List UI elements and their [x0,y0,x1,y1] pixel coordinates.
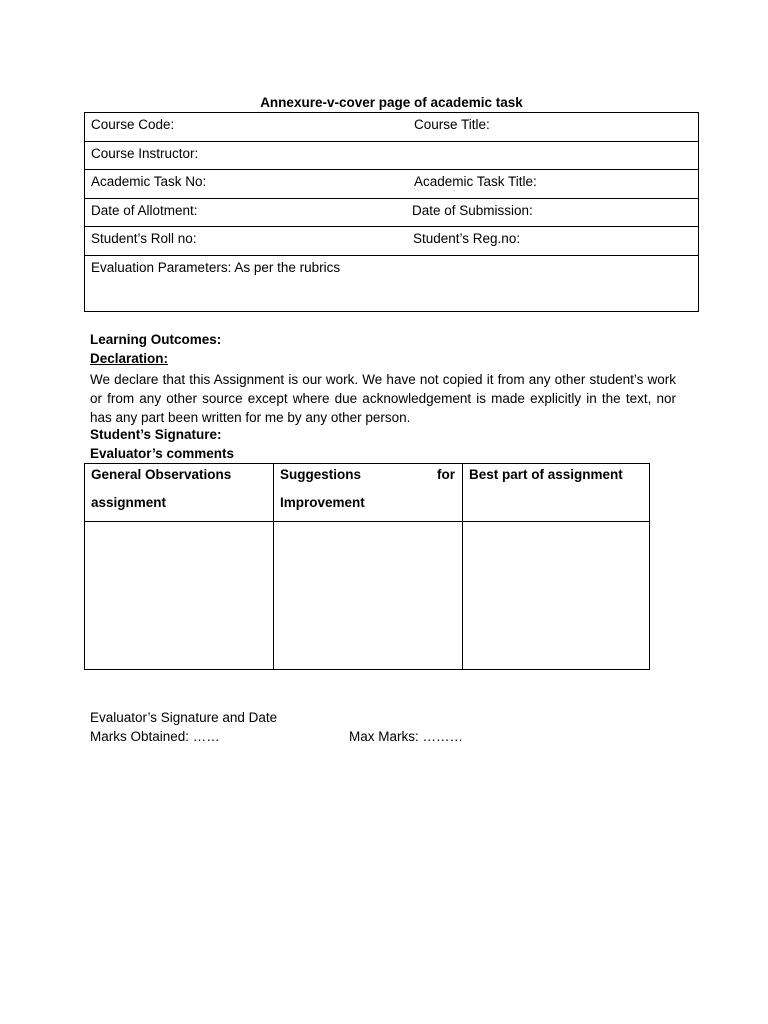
date-of-submission-label: Date of Submission: [412,203,533,218]
marks-obtained-label: Marks Obtained: …… [90,729,220,744]
suggestions-header-for: for [437,467,455,482]
info-row-student [85,227,698,256]
evaluator-signature-label: Evaluator’s Signature and Date [90,710,278,725]
info-row-evaluation [85,256,698,311]
academic-task-title-label: Academic Task Title: [414,174,537,189]
general-observations-header: General Observations [91,467,232,482]
student-reg-no-label: Student’s Reg.no: [413,231,521,246]
best-part-cell [463,522,649,669]
course-title-label: Course Title: [414,117,490,132]
course-instructor-label: Course Instructor: [91,146,199,161]
info-row-course [85,113,698,142]
academic-task-no-label: Academic Task No: [91,174,207,189]
course-code-label: Course Code: [91,117,175,132]
info-row-task [85,170,698,199]
declaration-text: We declare that this Assignment is our work. We have not copied it from any other student’s work or from any other source except where due acknowledgement is made explicitly in the text, nor has any part been written for me by any other person. [90,372,676,425]
general-observations-cell [85,522,273,669]
date-of-allotment-label: Date of Allotment: [91,203,198,218]
suggestions-cell [274,522,462,669]
evaluator-comments-table [84,463,650,670]
declaration-heading: Declaration: [90,351,169,366]
learning-outcomes-label: Learning Outcomes: [90,332,222,347]
evaluators-comments-label: Evaluator’s comments [90,446,235,461]
info-row-instructor [85,142,698,170]
evaluation-parameters-label: Evaluation Parameters: As per the rubrics [91,260,341,275]
suggestions-header-line2: Improvement [280,495,365,510]
suggestions-header: Suggestions [280,467,362,482]
info-row-dates [85,199,698,227]
student-signature-label: Student’s Signature: [90,427,222,442]
best-part-header: Best part of assignment [469,467,623,482]
max-marks-label: Max Marks: ……… [349,729,464,744]
student-roll-no-label: Student’s Roll no: [91,231,197,246]
general-observations-header-line2: assignment [91,495,167,510]
course-info-table [84,112,699,312]
document-title: Annexure-v-cover page of academic task [260,95,523,110]
